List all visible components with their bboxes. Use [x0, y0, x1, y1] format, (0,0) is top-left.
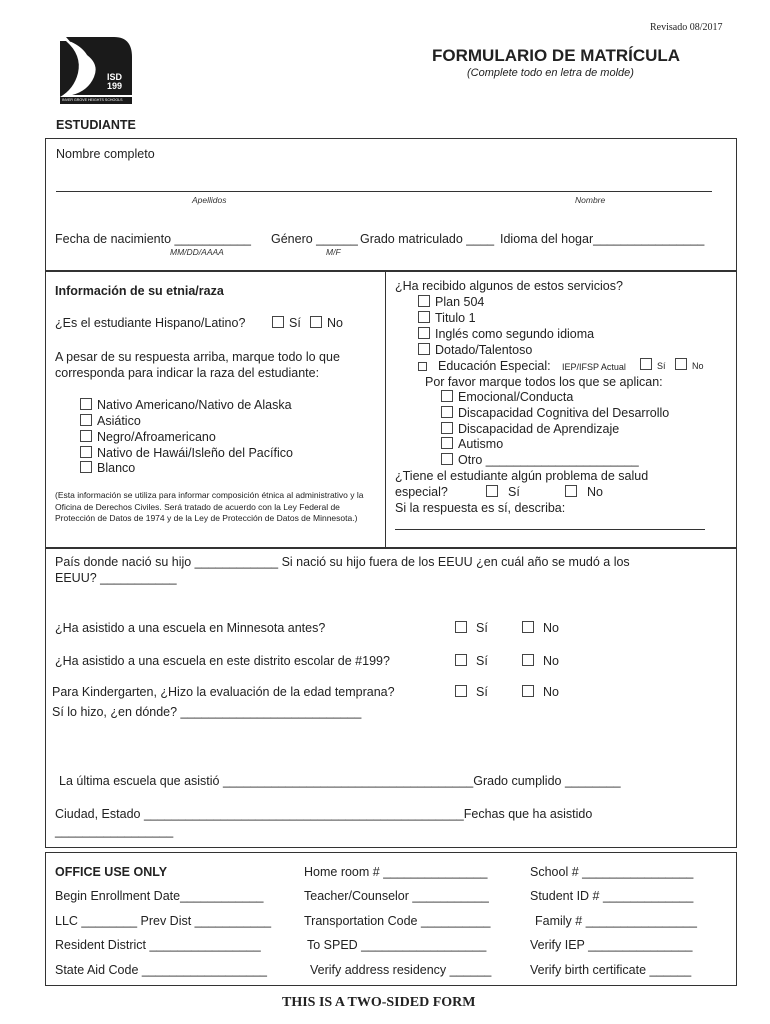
hispanic-no-option[interactable]: No: [310, 316, 343, 330]
kinder-yes-checkbox[interactable]: [455, 685, 467, 697]
city-state-field[interactable]: Ciudad, Estado ______________________________________________Fechas que ha asistido: [55, 807, 593, 821]
district-no-option[interactable]: No: [522, 654, 559, 668]
gender-field[interactable]: Género ______: [271, 232, 358, 246]
race-checkbox[interactable]: [80, 446, 92, 458]
district-logo: [52, 33, 138, 105]
race-checkbox[interactable]: [80, 398, 92, 410]
first-name-sublabel: Nombre: [575, 195, 606, 205]
logo-text-199: 199: [107, 81, 123, 91]
office-field[interactable]: Family # ________________: [535, 914, 697, 928]
dob-field[interactable]: Fecha de nacimiento ___________: [55, 232, 251, 246]
race-option[interactable]: Blanco: [80, 461, 135, 475]
disability-option[interactable]: Autismo: [441, 437, 503, 451]
ethnicity-heading: Información de su etnia/raza: [55, 284, 224, 298]
form-subtitle: (Complete todo en letra de molde): [467, 67, 634, 79]
race-option[interactable]: Nativo Americano/Nativo de Alaska: [80, 398, 292, 412]
race-checkbox[interactable]: [80, 430, 92, 442]
hispanic-no-checkbox[interactable]: [310, 316, 322, 328]
disability-option[interactable]: Discapacidad Cognitiva del Desarrollo: [441, 406, 669, 420]
district-yes-checkbox[interactable]: [455, 654, 467, 666]
health-describe-label: Si la respuesta es sí, describa:: [395, 501, 566, 515]
disability-checkbox[interactable]: [441, 453, 453, 465]
home-language-field[interactable]: Idioma del hogar________________: [500, 232, 705, 246]
office-field[interactable]: Teacher/Counselor ___________: [304, 889, 489, 903]
office-field[interactable]: Begin Enrollment Date____________: [55, 889, 264, 903]
office-field[interactable]: Verify address residency ______: [310, 963, 492, 977]
district-question: ¿Ha asistido a una escuela en este distrito escolar de #199?: [55, 654, 390, 668]
office-field[interactable]: Transportation Code __________: [304, 914, 491, 928]
logo-caption: INVER GROVE HEIGHTS SCHOOLS: [62, 98, 123, 102]
dates-attended-field[interactable]: _________________: [55, 824, 174, 838]
form-title: FORMULARIO DE MATRÍCULA: [432, 46, 681, 65]
disability-option-other[interactable]: Otro ______________________: [441, 453, 639, 467]
race-option[interactable]: Nativo de Hawái/Isleño del Pacífico: [80, 446, 293, 460]
services-question: ¿Ha recibido algunos de estos servicios?: [395, 279, 623, 293]
full-name-label: Nombre completo: [56, 147, 155, 161]
office-field[interactable]: School # ________________: [530, 865, 694, 879]
office-heading: OFFICE USE ONLY: [55, 865, 168, 879]
hispanic-yes-checkbox[interactable]: [272, 316, 284, 328]
iep-no-checkbox[interactable]: [675, 358, 687, 370]
office-field[interactable]: LLC ________ Prev Dist ___________: [55, 914, 272, 928]
iep-yes-checkbox[interactable]: [640, 358, 652, 370]
race-instruction-1: A pesar de su respuesta arriba, marque todo lo que: [55, 350, 340, 364]
health-yes-checkbox[interactable]: [486, 485, 498, 497]
kinder-yes-option[interactable]: Sí: [455, 685, 488, 699]
disability-option[interactable]: Discapacidad de Aprendizaje: [441, 422, 619, 436]
birth-country-field[interactable]: País donde nació su hijo ____________ Si nació su hijo fuera de los EEUU ¿en cuál año se mudó a los: [55, 555, 630, 569]
service-checkbox[interactable]: [418, 343, 430, 355]
health-yes-option[interactable]: Sí: [486, 485, 520, 499]
race-checkbox[interactable]: [80, 414, 92, 426]
office-field[interactable]: Resident District ________________: [55, 938, 261, 952]
mn-school-question: ¿Ha asistido a una escuela en Minnesota antes?: [55, 621, 326, 635]
last-school-field[interactable]: La última escuela que asistió ____________________________________Grado cumplido ________: [59, 774, 621, 788]
district-yes-option[interactable]: Sí: [455, 654, 488, 668]
screening-location-field[interactable]: Sí lo hizo, ¿en dónde? __________________________: [52, 705, 362, 719]
race-checkbox[interactable]: [80, 461, 92, 473]
mn-school-yes-checkbox[interactable]: [455, 621, 467, 633]
kinder-question: Para Kindergarten, ¿Hizo la evaluación de la edad temprana?: [52, 685, 395, 699]
disability-checkbox[interactable]: [441, 437, 453, 449]
mn-school-no-option[interactable]: No: [522, 621, 559, 635]
us-arrival-year-field[interactable]: EEUU? ___________: [55, 571, 177, 585]
special-ed-checkbox[interactable]: [418, 362, 427, 371]
health-question: ¿Tiene el estudiante algún problema de salud: [395, 469, 649, 483]
iep-yes-option[interactable]: Sí: [640, 358, 666, 371]
office-field[interactable]: Home room # _______________: [304, 865, 488, 879]
disability-checkbox[interactable]: [441, 422, 453, 434]
health-question-cont: especial?: [395, 485, 448, 499]
district-logo-graphic: [52, 33, 138, 105]
office-field[interactable]: State Aid Code __________________: [55, 963, 267, 977]
service-option[interactable]: Plan 504: [418, 295, 484, 309]
special-ed-option[interactable]: Educación Especial:: [418, 359, 551, 373]
full-name-field[interactable]: [56, 191, 712, 192]
health-no-checkbox[interactable]: [565, 485, 577, 497]
mn-school-yes-option[interactable]: Sí: [455, 621, 488, 635]
service-option[interactable]: Titulo 1: [418, 311, 476, 325]
privacy-note: (Esta información se utiliza para informar composición étnica al administrativo y la Oficina de Derechos Civiles. Será tratado de acuerdo con la Ley Federal de Protección de Datos de 1974 y de la Ley de Protección de Datos de Minnesota.): [55, 490, 364, 523]
two-sided-note: THIS IS A TWO-SIDED FORM: [282, 995, 476, 1010]
race-instruction-2: corresponda para indicar la raza del estudiante:: [55, 366, 320, 380]
disability-checkbox[interactable]: [441, 406, 453, 418]
office-field[interactable]: Student ID # _____________: [530, 889, 694, 903]
kinder-no-option[interactable]: No: [522, 685, 559, 699]
office-field[interactable]: Verify birth certificate ______: [530, 963, 692, 977]
health-describe-field[interactable]: [395, 529, 705, 530]
service-checkbox[interactable]: [418, 327, 430, 339]
health-no-option[interactable]: No: [565, 485, 603, 499]
grade-field[interactable]: Grado matriculado ____: [360, 232, 495, 246]
district-no-checkbox[interactable]: [522, 654, 534, 666]
revision-date: Revisado 08/2017: [650, 22, 723, 33]
last-name-sublabel: Apellidos: [192, 195, 227, 205]
iep-actual-label: IEP/IFSP Actual: [562, 362, 626, 372]
disability-option[interactable]: Emocional/Conducta: [441, 390, 573, 404]
office-field[interactable]: Verify IEP _______________: [530, 938, 693, 952]
dob-sublabel: MM/DD/AAAA: [170, 247, 224, 257]
iep-no-option[interactable]: No: [675, 358, 704, 371]
race-option[interactable]: Asiático: [80, 414, 141, 428]
mn-school-no-checkbox[interactable]: [522, 621, 534, 633]
service-option[interactable]: Dotado/Talentoso: [418, 343, 532, 357]
service-checkbox[interactable]: [418, 295, 430, 307]
kinder-no-checkbox[interactable]: [522, 685, 534, 697]
apply-instruction: Por favor marque todos los que se aplican:: [425, 375, 663, 389]
gender-sublabel: M/F: [326, 247, 341, 257]
disability-checkbox[interactable]: [441, 390, 453, 402]
service-checkbox[interactable]: [418, 311, 430, 323]
race-option[interactable]: Negro/Afroamericano: [80, 430, 216, 444]
service-option[interactable]: Inglés como segundo idioma: [418, 327, 594, 341]
student-section-title: ESTUDIANTE: [56, 118, 136, 132]
hispanic-yes-option[interactable]: Sí: [272, 316, 301, 330]
logo-text-isd: ISD: [107, 72, 123, 82]
office-field[interactable]: To SPED __________________: [307, 938, 487, 952]
hispanic-question: ¿Es el estudiante Hispano/Latino?: [55, 316, 246, 330]
